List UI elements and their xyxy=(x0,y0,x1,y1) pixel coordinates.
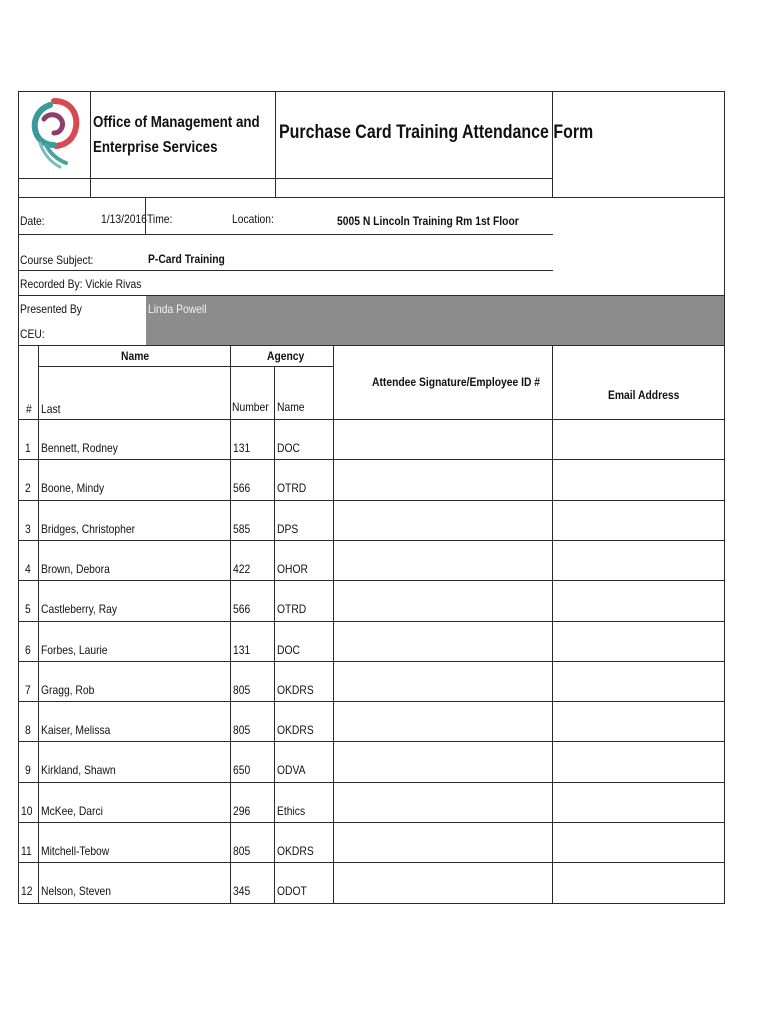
signature-header: Attendee Signature/Employee ID # xyxy=(372,375,541,389)
agency-number: 805 xyxy=(233,723,251,737)
form-title: Purchase Card Training Attendance Form xyxy=(279,122,594,143)
border-line xyxy=(90,91,91,198)
row-number: 10 xyxy=(21,804,33,818)
border-line xyxy=(18,234,553,235)
email-field[interactable] xyxy=(553,581,724,621)
agency-name: DOC xyxy=(277,441,300,455)
border-line xyxy=(18,270,553,271)
attendee-name: Kaiser, Melissa xyxy=(41,723,111,737)
ceu-label: CEU: xyxy=(20,327,45,341)
signature-field[interactable] xyxy=(334,783,552,822)
row-divider xyxy=(18,903,725,904)
agency-name-header: Name xyxy=(277,400,305,414)
agency-name: OKDRS xyxy=(277,723,314,737)
signature-field[interactable] xyxy=(334,742,552,782)
agency-number: 566 xyxy=(233,481,251,495)
signature-field[interactable] xyxy=(334,541,552,580)
row-number: 2 xyxy=(25,481,31,495)
attendee-name: Bennett, Rodney xyxy=(41,441,118,455)
email-field[interactable] xyxy=(553,783,724,822)
border-line xyxy=(274,367,275,904)
attendee-name: Nelson, Steven xyxy=(41,884,111,898)
row-number: 3 xyxy=(25,522,31,536)
agency-name: OKDRS xyxy=(277,683,314,697)
attendee-name: Brown, Debora xyxy=(41,562,110,576)
border-line xyxy=(38,345,39,904)
org-name xyxy=(93,110,260,160)
border-line xyxy=(230,345,231,904)
agency-number: 585 xyxy=(233,522,251,536)
email-field[interactable] xyxy=(553,823,724,862)
attendee-name: Mitchell-Tebow xyxy=(41,844,110,858)
course-label: Course Subject: xyxy=(20,253,94,267)
border-line xyxy=(18,178,553,179)
signature-field[interactable] xyxy=(334,581,552,621)
last-header: Last xyxy=(41,402,61,416)
agency-name: OTRD xyxy=(277,481,307,495)
row-number: 4 xyxy=(25,562,31,576)
agency-number: 131 xyxy=(233,441,251,455)
num-header: # xyxy=(26,402,32,416)
row-number: 6 xyxy=(25,643,31,657)
agency-number: 566 xyxy=(233,602,251,616)
date-label: Date: xyxy=(20,214,45,228)
email-field[interactable] xyxy=(553,662,724,701)
email-field[interactable] xyxy=(553,863,724,903)
row-number: 11 xyxy=(21,844,32,858)
agency-number: 650 xyxy=(233,763,251,777)
agency-name: OHOR xyxy=(277,562,308,576)
attendee-name: Gragg, Rob xyxy=(41,683,95,697)
presented-value: Linda Powell xyxy=(148,302,207,316)
border-line xyxy=(18,345,725,346)
signature-field[interactable] xyxy=(334,622,552,661)
signature-field[interactable] xyxy=(334,863,552,903)
signature-field[interactable] xyxy=(334,501,552,540)
attendee-name: Forbes, Laurie xyxy=(41,643,108,657)
email-header: Email Address xyxy=(608,388,680,402)
attendee-name: Boone, Mindy xyxy=(41,481,105,495)
row-number: 8 xyxy=(25,723,31,737)
agency-number: 296 xyxy=(233,804,251,818)
signature-field[interactable] xyxy=(334,823,552,862)
email-field[interactable] xyxy=(553,622,724,661)
row-number: 9 xyxy=(25,763,31,777)
agency-name: Ethics xyxy=(277,804,306,818)
border-line xyxy=(552,91,553,198)
row-number: 1 xyxy=(25,441,31,455)
signature-field[interactable] xyxy=(334,460,552,500)
row-number: 5 xyxy=(25,602,31,616)
email-field[interactable] xyxy=(553,420,724,459)
email-field[interactable] xyxy=(553,702,724,741)
agency-number: 422 xyxy=(233,562,251,576)
agency-name: ODVA xyxy=(277,763,306,777)
attendee-name: Kirkland, Shawn xyxy=(41,763,116,777)
course-value: P-Card Training xyxy=(148,252,225,266)
agency-name: OKDRS xyxy=(277,844,314,858)
location-label: Location: xyxy=(232,212,274,226)
time-label: Time: xyxy=(147,212,173,226)
agency-number: 345 xyxy=(233,884,251,898)
email-field[interactable] xyxy=(553,501,724,540)
row-number: 7 xyxy=(25,683,31,697)
org-name-line2: Enterprise Services xyxy=(93,139,218,156)
signature-field[interactable] xyxy=(334,662,552,701)
agency-name: DPS xyxy=(277,522,299,536)
omes-logo xyxy=(26,95,82,171)
agency-number: 805 xyxy=(233,683,251,697)
recorded-by: Recorded By: Vickie Rivas xyxy=(20,277,142,291)
attendee-name: Bridges, Christopher xyxy=(41,522,136,536)
border-line xyxy=(275,91,276,198)
presented-label: Presented By xyxy=(20,302,82,316)
attendee-name: McKee, Darci xyxy=(41,804,103,818)
email-field[interactable] xyxy=(553,541,724,580)
name-group-header: Name xyxy=(121,349,150,363)
signature-field[interactable] xyxy=(334,420,552,459)
agency-number: 805 xyxy=(233,844,251,858)
border-line xyxy=(18,91,725,92)
agency-name: OTRD xyxy=(277,602,307,616)
date-value: 1/13/2016 xyxy=(101,212,147,226)
agency-name: DOC xyxy=(277,643,300,657)
border-line xyxy=(18,197,725,198)
email-field[interactable] xyxy=(553,742,724,782)
agency-name: ODOT xyxy=(277,884,307,898)
attendee-name: Castleberry, Ray xyxy=(41,602,118,616)
border-line xyxy=(38,366,334,367)
email-field[interactable] xyxy=(553,460,724,500)
signature-field[interactable] xyxy=(334,702,552,741)
location-value: 5005 N Lincoln Training Rm 1st Floor xyxy=(337,214,519,228)
org-name-line1: Office of Management and xyxy=(93,114,260,131)
presenter-highlight xyxy=(146,296,724,345)
row-number: 12 xyxy=(21,884,33,898)
number-header: Number xyxy=(232,400,269,414)
agency-group-header: Agency xyxy=(267,349,305,363)
agency-number: 131 xyxy=(233,643,251,657)
